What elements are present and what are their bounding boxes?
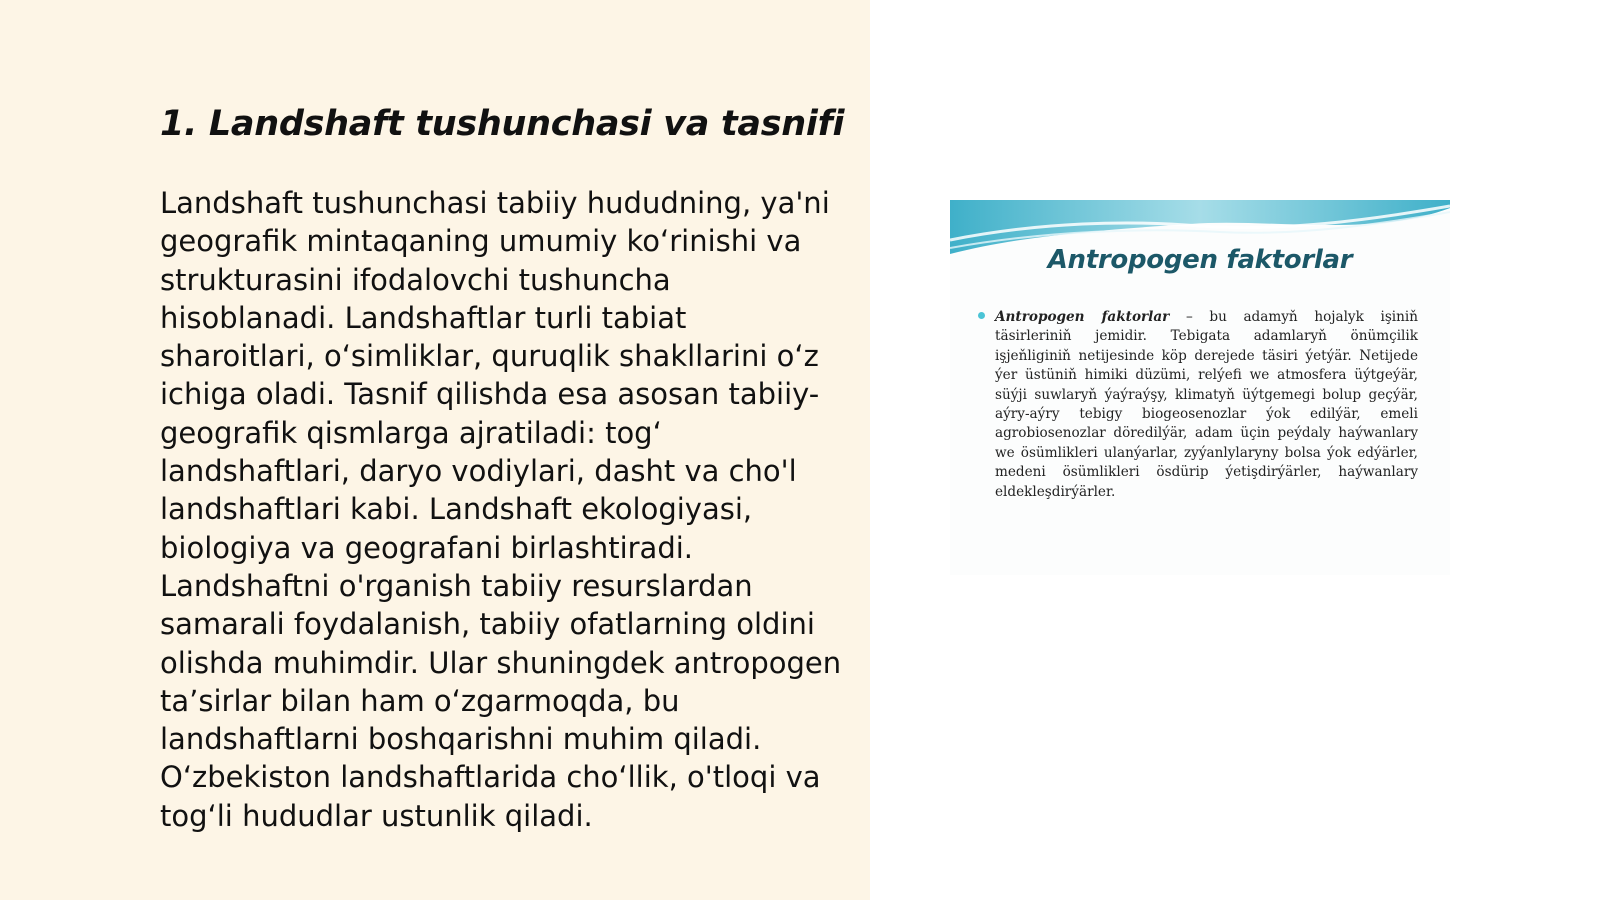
embedded-bullet bbox=[978, 308, 1418, 502]
slide-title: 1. Landshaft tushunchasi va tasnifi bbox=[160, 104, 845, 144]
embedded-bullet-lead: Antropogen faktorlar bbox=[995, 309, 1170, 325]
embedded-slide-image bbox=[950, 200, 1450, 575]
bullet-dot-icon bbox=[978, 312, 985, 319]
embedded-slide-title: Antropogen faktorlar bbox=[1047, 245, 1353, 275]
embedded-bullet-body: – bu adamyň hojalyk işiniň täsirleriniň jemidir. Tebigata adamlaryň önümçilik işjeňliginiň netijesinde köp derejede täsiri ýetýär. Netijede ýer üstüniň himiki düzümi, relýefi we atmosfera üýtgeýär, süýji suwlaryň ýaýraýşy, klimatyň üýtgemegi bolup geçýär, aýry-aýry tebigy biogeosenozlar ýok edilýär, emeli agrobiosenozlar döredilýär, adam üçin peýdaly haýwanlary we ösümlikleri ulanýarlar, zyýanlylaryny bolsa ýok edýärler, medeni ösümlikleri ösdürip ýetişdirýärler, haýwanlary eldekleşdirýärler. bbox=[995, 309, 1418, 500]
slide-body-text: Landshaft tushunchasi tabiiy hududning, ya'ni geografik mintaqaning umumiy ko‘rinishi va strukturasini ifodalovchi tushuncha hisoblanadi. Landshaftlar turli tabiat sharoitlari, o‘simliklar, quruqlik shakllarini o‘z ichiga oladi. Tasnif qilishda esa asosan tabiiy-geografik qismlarga ajratiladi: tog‘ landshaftlari, daryo vodiylari, dasht va cho'l landshaftlari kabi. Landshaft ekologiyasi, biologiya va geografani birlashtiradi. Landshaftni o'rganish tabiiy resurslardan samarali foydalanish, tabiiy ofatlarning oldini olishda muhimdir. Ular shuningdek antropogen ta’sirlar bilan ham o‘zgarmoqda, bu landshaftlarni boshqarishni muhim qiladi. O‘zbekiston landshaftlarida cho‘llik, o'tloqi va tog‘li hududlar ustunlik qiladi. bbox=[160, 186, 842, 833]
embedded-bullet-text bbox=[995, 308, 1418, 502]
